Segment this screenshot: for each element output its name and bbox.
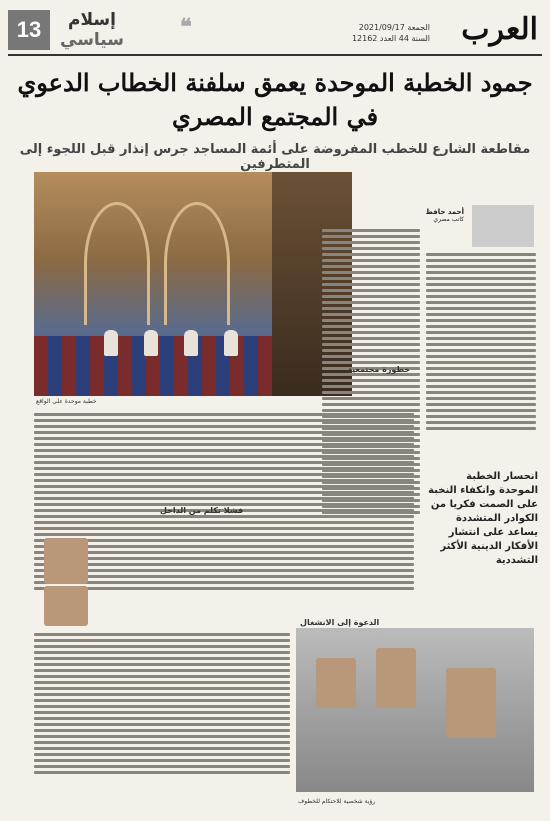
worshipper-figure <box>144 330 158 356</box>
subhead-3: فشلا تكلم من الداخل <box>160 506 244 515</box>
page-number-badge: 13 <box>8 10 50 50</box>
newspaper-logo: العرب <box>461 12 538 47</box>
issue-number: السنة 44 العدد 12162 <box>351 34 430 43</box>
subhead-2: الدعوة إلى الانشغال <box>300 618 380 627</box>
quote-mark-icon: ❝ <box>180 14 192 40</box>
worshipper-figure <box>104 330 118 356</box>
subhead-1: خطورة مجتمعية <box>347 365 410 374</box>
section-title <box>60 10 124 50</box>
text-block-middle <box>34 410 414 622</box>
text-block-bottom <box>34 630 290 800</box>
author-name-text: أحمد حافظ <box>425 208 464 216</box>
author-photo <box>472 205 534 247</box>
page-header <box>8 10 542 56</box>
contributor-photo <box>44 538 88 584</box>
main-photo-caption: خطبة موحدة على الواقع <box>36 398 97 405</box>
section-title-line1: إسلام <box>68 10 116 30</box>
pull-quote: انحسار الخطبة الموحدة وانكفاء النخبة على الصمت فكريا من الكوادر المتشددة يساعد على انتشار الأفكار الدينية الأكثر التشددية <box>428 471 538 566</box>
text-column-1 <box>426 250 536 460</box>
article-headline: جمود الخطبة الموحدة يعمق سلفنة الخطاب الدعوي في المجتمع المصري <box>17 68 533 131</box>
contributor-photo <box>44 586 88 626</box>
crowd-figure <box>376 648 416 708</box>
section-title-line2: سياسي <box>60 30 124 50</box>
arch-shape <box>84 202 150 325</box>
issue-date: الجمعة 2021/09/17 <box>358 23 430 32</box>
bottom-photo-caption: رؤية شخصية للاحتكام للخطوف <box>298 798 376 805</box>
crowd-photo <box>296 628 534 792</box>
arch-shape <box>164 202 230 325</box>
worshipper-figure <box>224 330 238 356</box>
mosque-interior-photo <box>34 172 272 396</box>
worshipper-figure <box>184 330 198 356</box>
author-role: كاتب مصري <box>433 216 464 223</box>
author-name <box>426 208 464 223</box>
crowd-figure <box>316 658 356 708</box>
issue-info <box>352 22 430 44</box>
article-subheadline: مقاطعة الشارع للخطب المفروضة على أئمة المساجد جرس إنذار قبل اللجوء إلى المتطرفين <box>19 142 531 172</box>
crowd-figure <box>446 668 496 738</box>
